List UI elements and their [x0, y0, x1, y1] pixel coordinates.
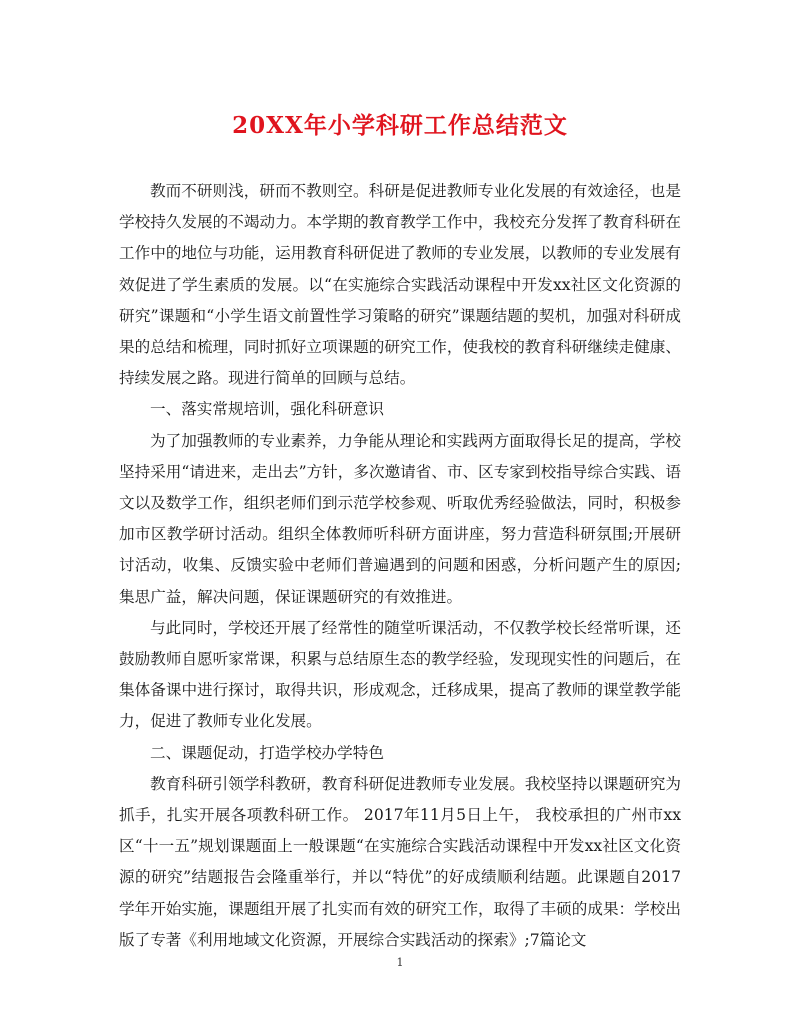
section-heading-2: 二、课题促动，打造学校办学特色: [150, 743, 384, 762]
paragraph-research-project: 教育科研引领学科教研，教育科研促进教师专业发展。我校坚持以课题研究为抓手，扎实开展各项教科研工作。 2017年11月5日上午， 我校承担的广州市xx区“十一五”规划课题面上一般课题“在实施综合实践活动课程中开发xx社区文化资源的研究”结题报告会隆重举行，并以“特优”的好成绩顺利结题。此课题自2017学年开始实施，课题组开展了扎实而有效的研究工作，取得了丰硕的成果：学校出版了专著《利用地域文化资源，开展综合实践活动的探索》;7篇论文: [119, 774, 681, 949]
paragraph-lesson-observation: 与此同时，学校还开展了经常性的随堂听课活动，不仅教学校长经常听课，还鼓励教师自愿听家常课，积累与总结原生态的教学经验，发现现实性的问题后，在集体备课中进行探讨，取得共识，形成观念，迁移成果，提高了教师的课堂教学能力，促进了教师专业化发展。: [119, 618, 681, 731]
paragraph-training: 为了加强教师的专业素养，力争能从理论和实践两方面取得长足的提高，学校坚持采用“请进来，走出去”方针，多次邀请省、市、区专家到校指导综合实践、语文以及数学工作，组织老师们到示范学校参观、听取优秀经验做法，同时，积极参加市区教学研讨活动。组织全体教师听科研方面讲座，努力营造科研氛围;开展研讨活动，收集、反馈实验中老师们普遍遇到的问题和困惑，分析问题产生的原因;集思广益，解决问题，保证课题研究的有效推进。: [119, 431, 681, 606]
document-body: [119, 176, 681, 956]
page-number: 1: [396, 956, 404, 969]
paragraph-intro: 教而不研则浅，研而不教则空。科研是促进教师专业化发展的有效途径，也是学校持久发展的不竭动力。本学期的教育教学工作中，我校充分发挥了教育科研在工作中的地位与功能，运用教育科研促进了教师的专业发展，以教师的专业发展有效促进了学生素质的发展。以“在实施综合实践活动课程中开发xx社区文化资源的研究”课题和“小学生语文前置性学习策略的研究”课题结题的契机，加强对科研成果的总结和梳理，同时抓好立项课题的研究工作，使我校的教育科研继续走健康、持续发展之路。现进行简单的回顾与总结。: [119, 182, 681, 388]
document-title: 20XX年小学科研工作总结范文: [232, 112, 568, 139]
section-heading-1: 一、落实常规培训，强化科研意识: [150, 400, 384, 419]
